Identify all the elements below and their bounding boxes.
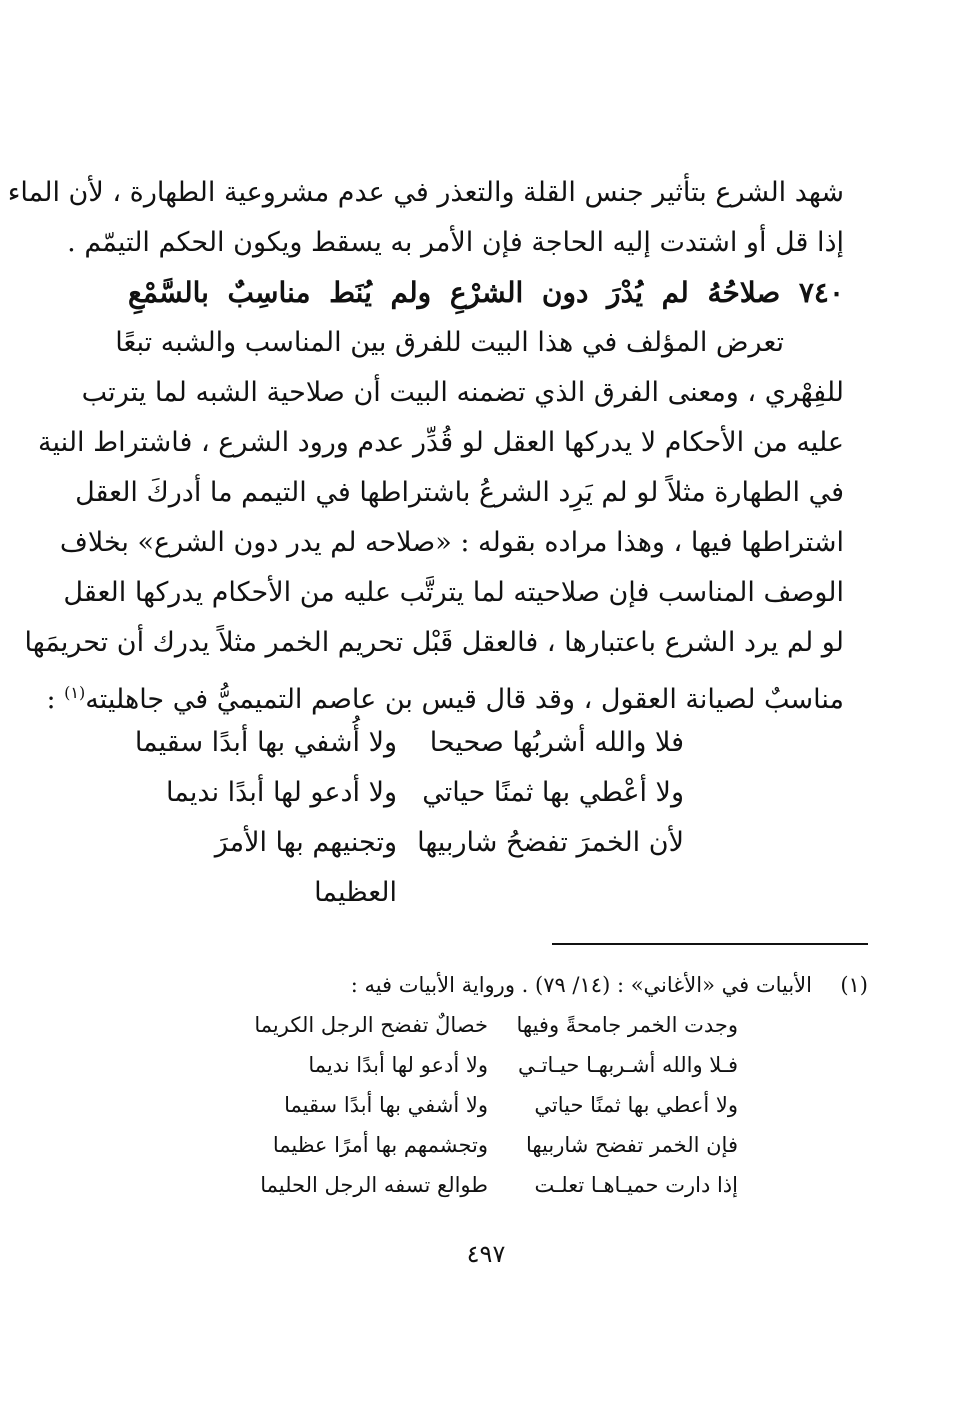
verse-second-hemistich: وتجشمهم بها أمرًا عظيما: [272, 1133, 488, 1157]
footnote-separator: [552, 943, 868, 945]
text-segment: :: [46, 684, 65, 715]
footnote-line: [100, 965, 868, 1005]
verse-first-hemistich: فإن الخمر تفضح شاربيها: [525, 1133, 738, 1157]
footnote-number: (١): [840, 973, 868, 997]
verse-first-hemistich: إذا دارت حميـاهـا تعلـت: [534, 1173, 738, 1197]
verse-second-hemistich: طوالع تسفه الرجل الحليما: [260, 1173, 488, 1197]
footnote-verse: [100, 1125, 868, 1165]
footnotes: [100, 965, 868, 1205]
text-line: في الطهارة مثلاً لو لم يَرِد الشرعُ باشتراطها في التيمم ما أدركَ العقل: [75, 477, 844, 508]
text-line-with-note: [46, 668, 844, 718]
text-line: لو لم يرد الشرع باعتبارها ، فالعقل قَبْل تحريم الخمر مثلاً يدرك أن تحريمَها: [24, 627, 844, 658]
footnote-reference[interactable]: (١): [64, 683, 86, 702]
footnote-verse: [100, 1005, 868, 1045]
text-segment: مناسبٌ لصيانة العقول ، وقد قال قيس بن عاصم التميميُّ في جاهليته: [85, 684, 844, 715]
verse-second-hemistich: ولا أشفي بها أبدًا سقيما: [284, 1093, 488, 1117]
verse-first-hemistich: فـلا والله أشـربهـا حيـاتـي: [518, 1053, 738, 1077]
verse-first-hemistich: وجدت الخمر جامحةً وفيها: [516, 1013, 738, 1037]
verse-second-hemistich: ولا أدعو لها أبدًا نديما: [166, 777, 398, 808]
poem-verse: [128, 718, 844, 768]
verse-first-hemistich: ولا أعْطي بها ثمنًا حياتي: [422, 777, 684, 808]
verse-second-hemistich: وتجنيهم بها الأمرَ العظيما: [214, 827, 398, 908]
footnote-verse: [100, 1165, 868, 1205]
text-line: تعرض المؤلف في هذا البيت للفرق بين المناسب والشبه تبعًا: [115, 327, 784, 358]
verse-heading: ٧٤٠ صلاحُهُ لم يُدْرَ دون الشرْعِ ولم يُنَط مناسِبٌ بالسَّمْعِ: [128, 276, 844, 309]
verse-first-hemistich: لأن الخمرَ تفضحُ شاربيها: [417, 827, 684, 858]
text-line: الوصف المناسب فإن صلاحيته لما يترتَّب عليه من الأحكام يدركها العقل: [63, 577, 844, 608]
poem-verse: [128, 818, 844, 908]
text-line: شهد الشرع بتأثير جنس القلة والتعذر في عدم مشروعية الطهارة ، لأن الماء: [7, 177, 844, 208]
text-line: اشتراطها فيها ، وهذا مراده بقوله : «صلاحه لم يدر دون الشرع» بخلاف: [59, 527, 844, 558]
page-number: ٤٩٧: [466, 1240, 506, 1268]
footnote-text: الأبيات في «الأغاني» : (١٤/ ٧٩) . ورواية الأبيات فيه :: [350, 973, 812, 997]
text-line: إذا قل أو اشتدت إليه الحاجة فإن الأمر به يسقط ويكون الحكم التيمّم .: [67, 227, 844, 258]
footnote-verse: [100, 1045, 868, 1085]
main-text: [7, 168, 844, 908]
poem-verse: [128, 768, 844, 818]
text-line: للفِهْري ، ومعنى الفرق الذي تضمنه البيت أن صلاحية الشبه لما يترتب: [81, 377, 844, 408]
verse-second-hemistich: ولا أدعو لها أبدًا نديما: [308, 1053, 488, 1077]
text-line: عليه من الأحكام لا يدركها العقل لو قُدِّر عدم ورود الشرع ، فاشتراط النية: [38, 427, 844, 458]
verse-first-hemistich: فلا والله أشربُها صحيحا: [429, 727, 684, 758]
verse-second-hemistich: ولا أُشفي بها أبدًا سقيما: [134, 727, 398, 758]
footnote-verse: [100, 1085, 868, 1125]
verse-second-hemistich: خصالٌ تفضح الرجل الكريما: [254, 1013, 488, 1037]
verse-first-hemistich: ولا أعطي بها ثمنًا حياتي: [534, 1093, 738, 1117]
